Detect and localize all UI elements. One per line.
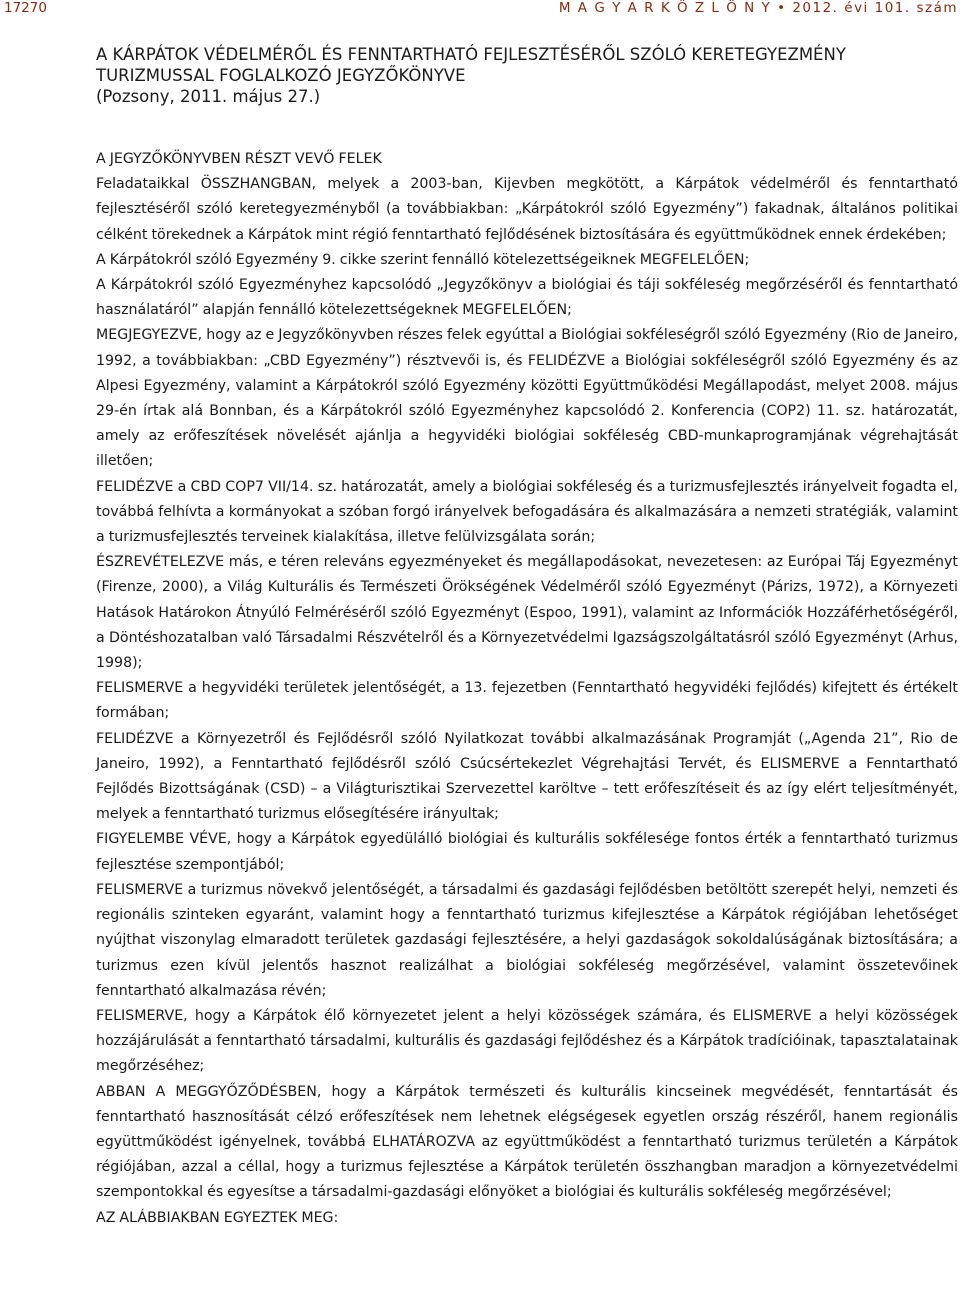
paragraph: A JEGYZŐKÖNYVBEN RÉSZT VEVŐ FELEK [96, 151, 382, 167]
paragraph: FELISMERVE, hogy a Kárpátok élő környezetet jelent a helyi közösségek számára, és ELISMERVE a helyi közösségek hozzájárulását a fenntartható társadalmi, kulturális és gazdasági fejlődéshez és a Kárpátok tradícióinak, tapasztalatainak megőrzéséhez; [96, 1007, 958, 1075]
title-date: (Pozsony, 2011. május 27.) [96, 87, 321, 106]
document-body [96, 147, 958, 1231]
title-line-2: TURIZMUSSAL FOGLALKOZÓ JEGYZŐKÖNYVE [96, 66, 466, 85]
title-line-1: A KÁRPÁTOK VÉDELMÉRŐL ÉS FENNTARTHATÓ FEJLESZTÉSÉRŐL SZÓLÓ KERETEGYEZMÉNY [96, 45, 846, 64]
paragraph: Feladataikkal ÖSSZHANGBAN, melyek a 2003-ban, Kijevben megkötött, a Kárpátok védelméről és fenntartható fejlesztéséről szóló keretegyezményből (a továbbiakban: „Kárpátokról szóló Egyezmény”) fakadnak, általános politikai célként törekednek a Kárpátok mint régió fenntartható fejlődésének biztosítására és együttműködnek ennek érdekében; [96, 176, 958, 243]
paragraph: A Kárpátokról szóló Egyezményhez kapcsolódó „Jegyzőkönyv a biológiai és táji sokféleség megőrzéséről és fenntartható használatáról” alapján fennálló kötelezettségeknek MEGFELELŐEN; [96, 277, 958, 319]
paragraph: FELISMERVE a hegyvidéki területek jelentőségét, a 13. fejezetben (Fenntartható hegyvidéki fejlődés) kifejtett és értékelt formában; [96, 680, 958, 722]
paragraph: AZ ALÁBBIAKBAN EGYEZTEK MEG: [96, 1209, 339, 1226]
paragraph: FELISMERVE a turizmus növekvő jelentőségét, a társadalmi és gazdasági fejlődésben betöltött szerepét helyi, nemzeti és regionális szinteken egyaránt, valamint hogy a fenntartható turizmus kifejlesztése a Kárpátok régiójában lehetőséget nyújthat viszonylag elmaradott területek gazdasági fejlesztésére, a helyi gazdaságok sokoldalúságának biztosítására; a turizmus ezen kívül jelentős hasznot realizálhat a biológiai sokféleség megőrzésével, valamint összetevőinek fenntartható alkalmazása révén; [96, 881, 958, 999]
paragraph: A Kárpátokról szóló Egyezmény 9. cikke szerint fennálló kötelezettségeiknek MEGFELELŐEN; [96, 251, 750, 268]
page-header [0, 0, 960, 18]
paragraph: FELIDÉZVE a Környezetről és Fejlődésről szóló Nyilatkozat további alkalmazásának Programját („Agenda 21”, Rio de Janeiro, 1992), a Fenntartható fejlődésről szóló Csúcsértekezlet Végrehajtási Tervét, és ELISMERVE a Fenntartható Fejlődés Bizottságának (CSD) – a Világturisztikai Szervezettel karöltve – tett erőfeszítéseit és az így elért teljesítményét, melyek a fenntartható turizmus elősegítésére irányultak; [96, 730, 958, 823]
journal-name: M A G Y A R K Ö Z L Ö N Y • 2012. évi 101. szám [558, 0, 958, 16]
paragraph: MEGJEGYEZVE, hogy az e Jegyzőkönyvben részes felek egyúttal a Biológiai sokféleségről szóló Egyezmény (Rio de Janeiro, 1992, a továbbiakban: „CBD Egyezmény”) résztvevői is, és FELIDÉZVE a Biológiai sokféleségről szóló Egyezmény és az Alpesi Egyezmény, valamint a Kárpátokról szóló Egyezmény közötti Együttműködési Megállapodást, melyet 2008. május 29-én írtak alá Bonnban, és a Kárpátokról szóló Egyezményhez kapcsolódó 2. Konferencia (COP2) 11. sz. határozatát, amely az erőfeszítések növelését ajánlja a hegyvidéki biológiai sokféleség CBD-munkaprogramjának végrehajtását illetően; [96, 327, 958, 470]
paragraph: FELIDÉZVE a CBD COP7 VII/14. sz. határozatát, amely a biológiai sokféleség és a turizmusfejlesztés irányelveit fogadta el, továbbá felhívta a kormányokat a szóban forgó irányelvek befogadására és alkalmazására a nemzeti stratégiák, valamint a turizmusfejlesztés terveinek kialakítása, illetve felülvizsgálata során; [96, 478, 958, 546]
document-title [96, 44, 936, 107]
paragraph: ÉSZREVÉTELEZVE más, e téren releváns egyezményeket és megállapodásokat, nevezetesen: az Európai Táj Egyezményt (Firenze, 2000), a Világ Kulturális és Természeti Örökségének Védelméről szóló Egyezményt (Párizs, 1972), a Környezeti Hatások Határokon Átnyúló Felméréséről szóló Egyezményt (Espoo, 1991), valamint az Információk Hozzáférhetőségéről, a Döntéshozatalban való Társadalmi Részvételről és a Környezetvédelmi Igazságszolgáltatásról szóló Egyezményt (Arhus, 1998); [96, 554, 958, 672]
paragraph: ABBAN A MEGGYŐZŐDÉSBEN, hogy a Kárpátok természeti és kulturális kincseinek megvédését, fenntartását és fenntartható hasznosítását célzó erőfeszítések nem lehetnek elégségesek egyetlen ország részéről, hanem regionális együttműködést igényelnek, továbbá ELHATÁROZVA az együttműködést a fenntartható turizmus területén a Kárpátok régiójában, azzal a céllal, hogy a turizmus fejlesztése a Kárpátok területén összhangban maradjon a környezetvédelmi szempontokkal és egyesítse a társadalmi-gazdasági előnyöket a biológiai és kulturális sokféleség megőrzésével; [96, 1083, 958, 1201]
page-number: 17270 [4, 0, 47, 16]
paragraph: FIGYELEMBE VÉVE, hogy a Kárpátok egyedülálló biológiai és kulturális sokfélesége fontos érték a fenntartható turizmus fejlesztése szempontjából; [96, 831, 958, 873]
